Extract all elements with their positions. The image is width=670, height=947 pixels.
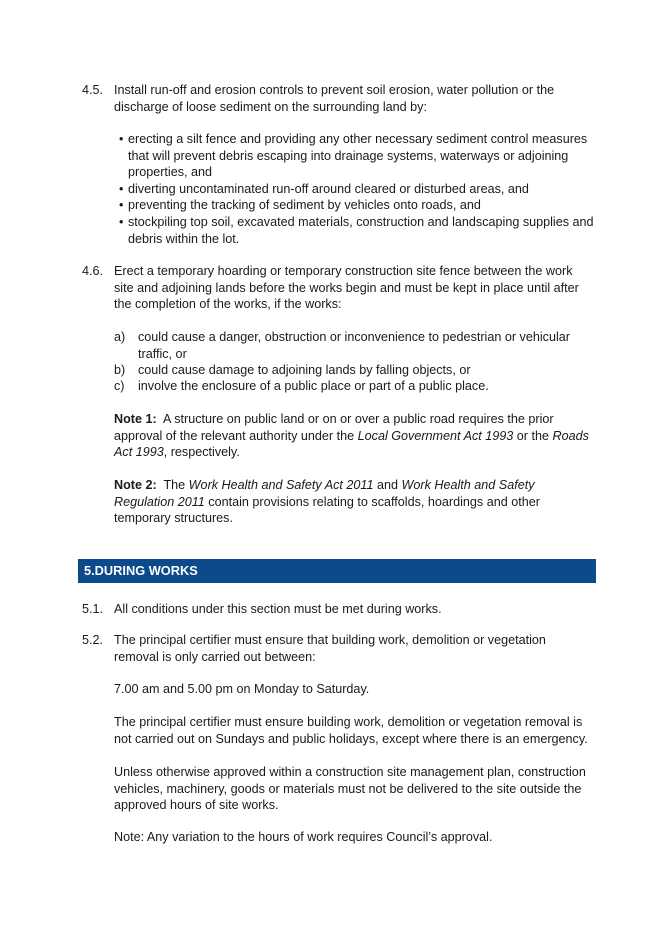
bullet-icon: • (119, 198, 124, 212)
list-item-text: could cause damage to adjoining lands by falling objects, or (138, 363, 471, 377)
legislation-title: Work Health and Safety Act 2011 (188, 478, 374, 492)
note-text: contain provisions relating to scaffolds, hoardings and other temporary structures. (114, 494, 540, 526)
legislation-title: Roads Act 1993 (114, 428, 589, 460)
legislation-title: Local Government Act 1993 (357, 428, 514, 443)
clause-text: Install run-off and erosion controls to prevent soil erosion, water pollution or the discharge of loose sediment on the surrounding land by: (114, 83, 555, 114)
legislation-title: Work Health and Safety Regulation 2011 (114, 478, 535, 509)
bullet-text: stockpiling top soil, excavated materials, construction and landscaping supplies and debris within the lot. (128, 215, 594, 246)
bullet-icon: • (119, 215, 124, 229)
bullet-text: preventing the tracking of sediment by vehicles onto roads, and (128, 198, 481, 212)
note-text: and (376, 478, 398, 492)
list-label: c) (114, 379, 125, 393)
list-item-text: could cause a danger, obstruction or inconvenience to pedestrian or vehicular traffic, or (138, 330, 570, 361)
bullet-item (112, 214, 608, 247)
clause-number: 5.2. (82, 633, 104, 647)
note-1 (114, 411, 594, 461)
clause-number: 5.1. (82, 602, 104, 616)
bullet-text: erecting a silt fence and providing any other necessary sediment control measures that will prevent debris escaping into drainage systems, waterways or adjoining properties, and (128, 132, 588, 180)
note-text: A structure on public land or on or over a public road requires the prior approval of the relevant authority under the (114, 412, 554, 443)
note-text: The (163, 478, 186, 492)
note-label: Note 2: (114, 478, 157, 492)
paragraph: Unless otherwise approved within a construction site management plan, construction vehicles, machinery, goods or materials must not be delivered to the site outside the approved hours of site works. (114, 765, 586, 813)
list-label: a) (114, 330, 126, 344)
note-label: Note 1: (114, 412, 157, 426)
bullet-item (112, 131, 608, 181)
clause-number: 4.5. (82, 83, 104, 97)
clause-number: 4.6. (82, 264, 104, 278)
clause-text: All conditions under this section must be met during works. (114, 602, 442, 616)
bullet-icon: • (119, 132, 124, 146)
clause-text: Erect a temporary hoarding or temporary construction site fence between the work site and adjoining lands before the works begin and must be kept in place until after the completion of the works, if the works: (114, 264, 579, 312)
list-label: b) (114, 363, 126, 377)
clause-text: The principal certifier must ensure that building work, demolition or vegetation removal is only carried out between: (114, 633, 546, 664)
paragraph: The principal certifier must ensure building work, demolition or vegetation removal is not carried out on Sundays and public holidays, except where there is an emergency. (114, 715, 588, 746)
list-item-text: involve the enclosure of a public place or part of a public place. (138, 379, 489, 393)
note-text: , respectively. (163, 445, 240, 460)
note-text: or the (516, 428, 550, 443)
work-hours: 7.00 am and 5.00 pm on Monday to Saturday. (114, 682, 370, 696)
note: Note: Any variation to the hours of work requires Council’s approval. (114, 830, 493, 844)
note-2 (114, 477, 594, 527)
bullet-item (112, 197, 608, 214)
bullet-item (112, 181, 608, 198)
bullet-text: diverting uncontaminated run-off around cleared or disturbed areas, and (128, 182, 529, 196)
section-heading: 5.DURING WORKS (78, 559, 596, 583)
bullet-icon: • (119, 182, 124, 196)
